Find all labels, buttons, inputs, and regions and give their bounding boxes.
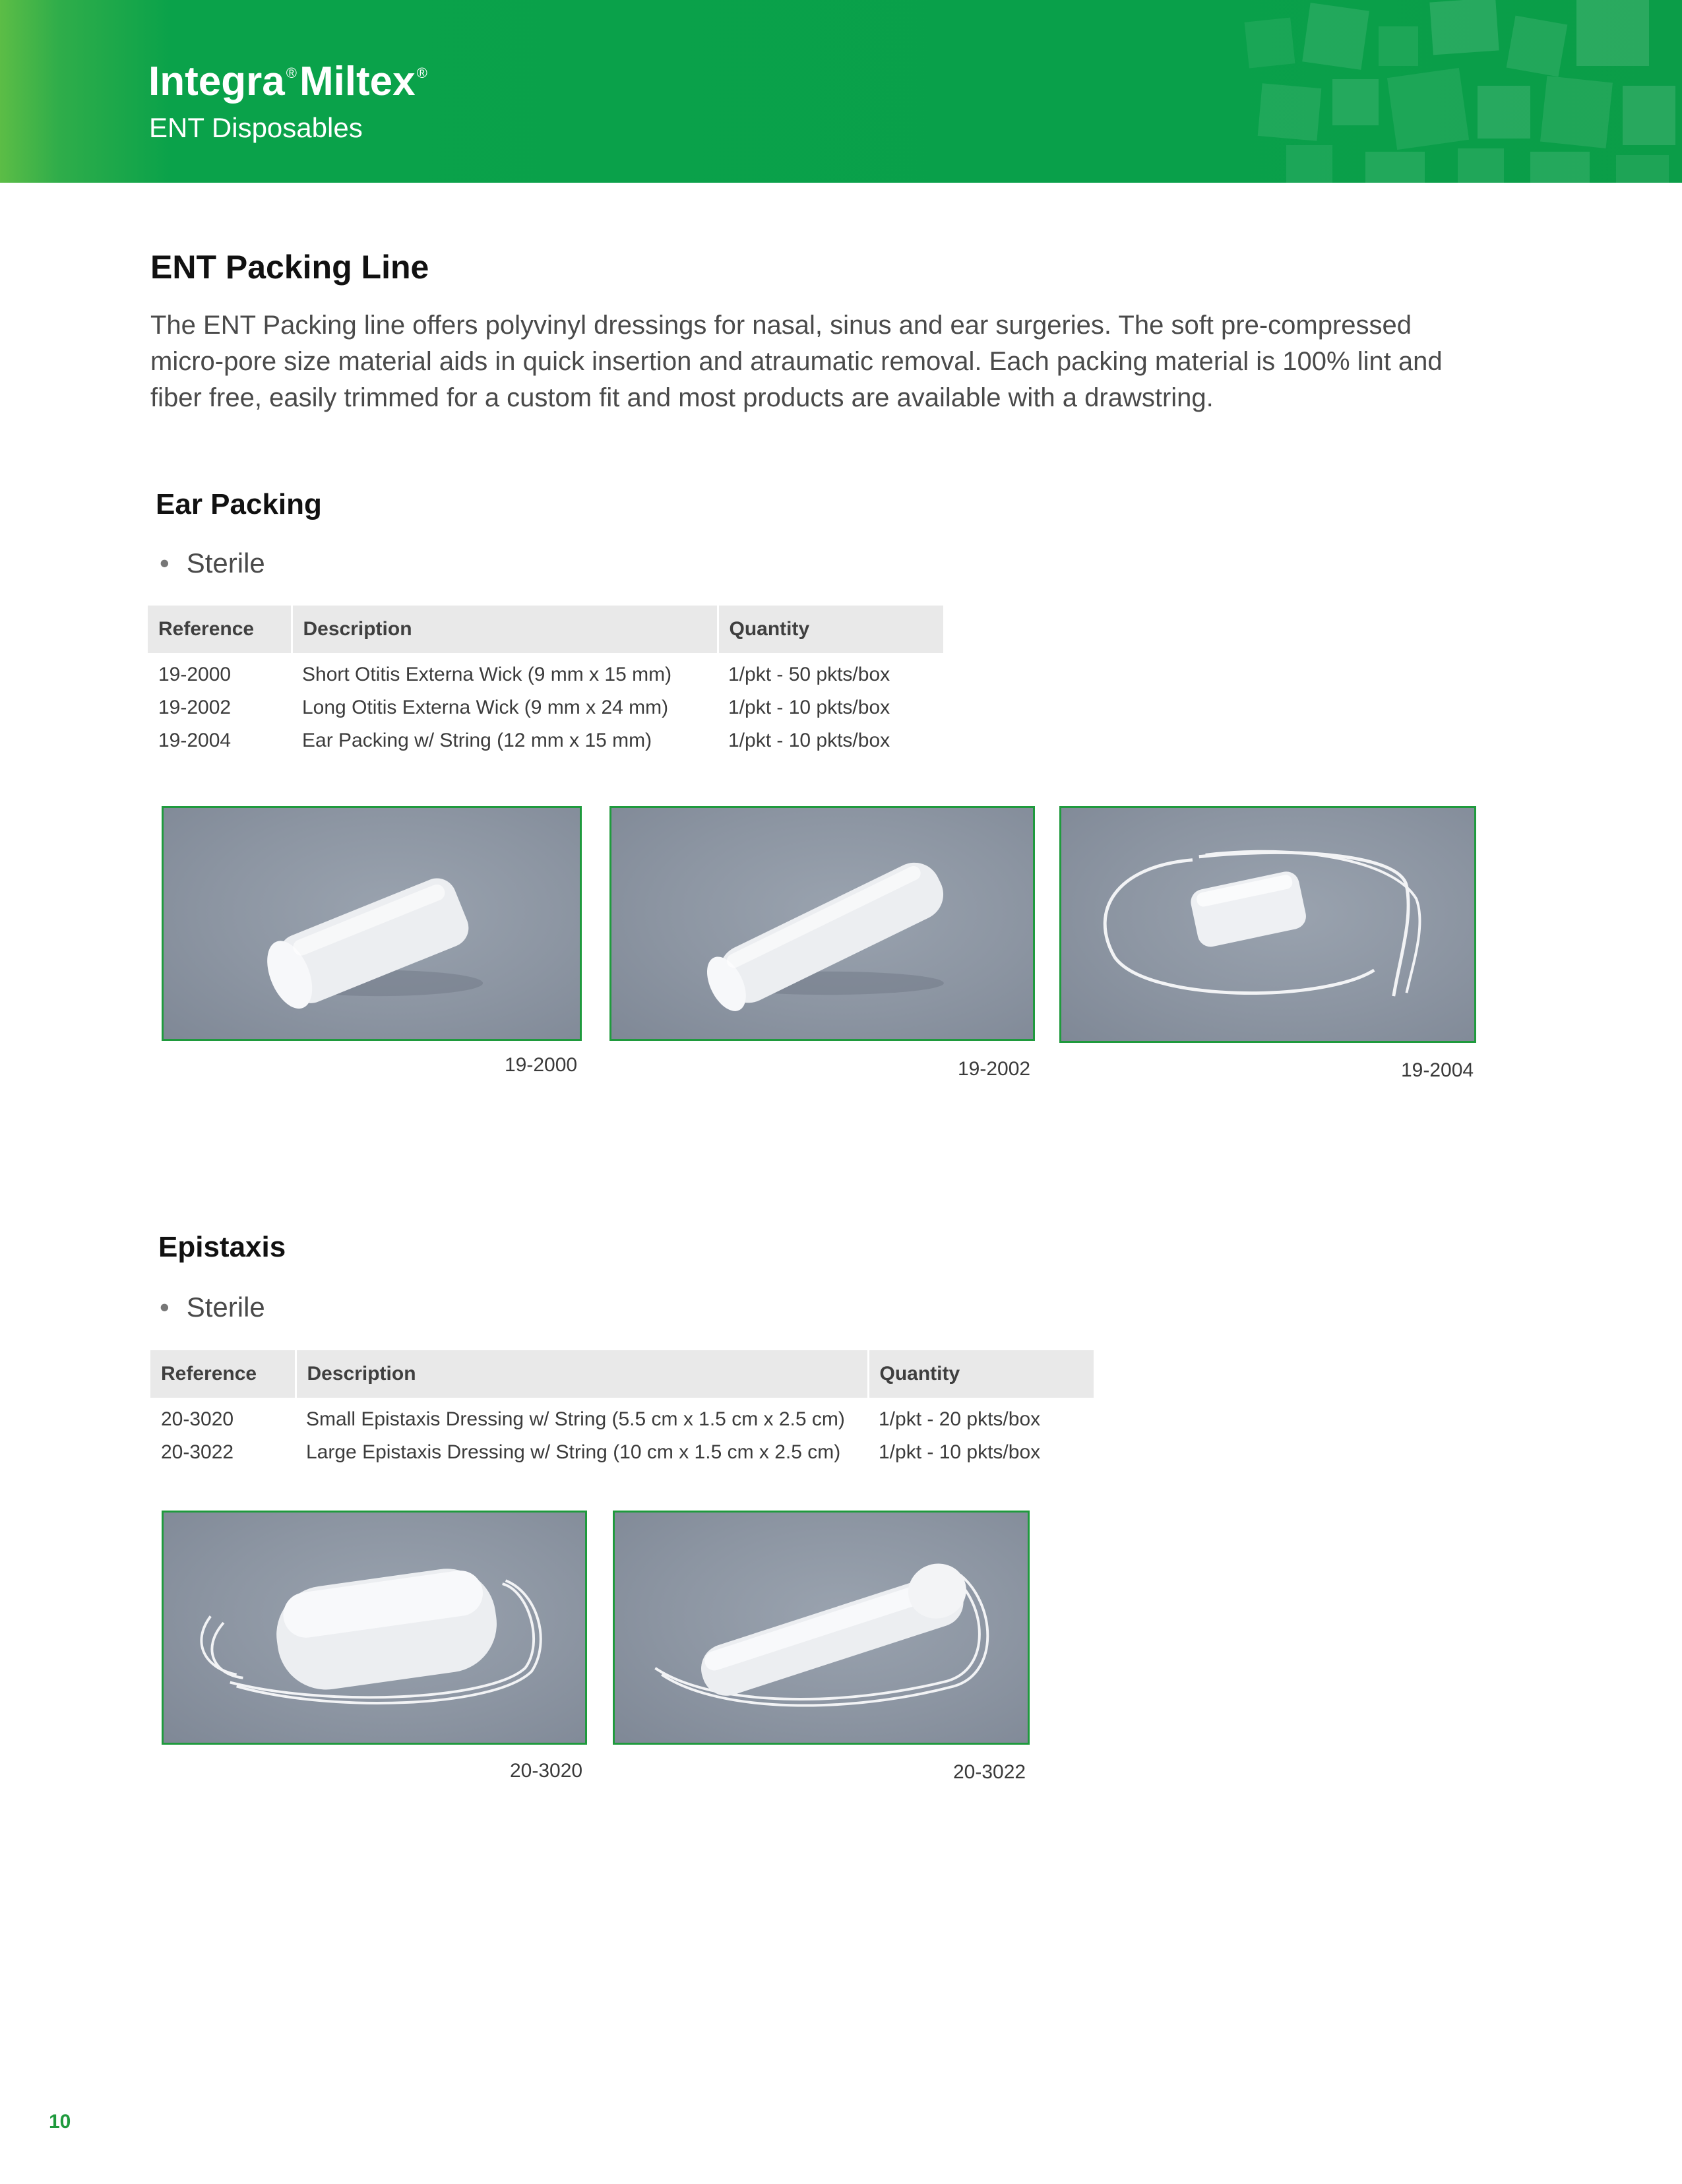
intro-paragraph: The ENT Packing line offers polyvinyl dressings for nasal, sinus and ear surgeries. The soft pre-compressed micro-pore size material aids in quick insertion and atraumatic removal. Each packing material is 100% lint and fiber free, easily trimmed for a custom fit and most products are available with a drawstring. (150, 311, 1443, 412)
column-header-description: Description (296, 1350, 868, 1398)
registered-mark: ® (416, 65, 427, 81)
page-title: ENT Packing Line (150, 249, 429, 286)
table-header-row (148, 606, 943, 653)
bullet-label: Sterile (186, 547, 265, 578)
column-header-reference: Reference (148, 606, 292, 653)
photo-caption: 19-2000 (505, 1054, 578, 1076)
product-photo-short-wick (162, 806, 582, 1041)
decorative-squares-pattern (1220, 0, 1682, 183)
long-wick-image (611, 808, 1033, 1039)
cell-reference: 19-2002 (158, 697, 232, 718)
epistaxis-table (150, 1350, 1094, 1469)
cell-quantity: 1/pkt - 50 pkts/box (728, 664, 890, 685)
table-row (148, 724, 943, 757)
bullet-item (160, 1292, 265, 1323)
cell-description: Ear Packing w/ String (12 mm x 15 mm) (302, 730, 652, 751)
small-epistaxis-image (164, 1513, 585, 1743)
cell-reference: 20-3022 (161, 1441, 234, 1463)
photo-caption: 20-3022 (953, 1761, 1026, 1783)
cell-description: Small Epistaxis Dressing w/ String (5.5 cm x 1.5 cm x 2.5 cm) (306, 1408, 845, 1430)
product-photo-large-epistaxis (613, 1511, 1030, 1745)
bullet-label: Sterile (186, 1292, 265, 1323)
brand-logo (148, 58, 430, 105)
cell-quantity: 1/pkt - 20 pkts/box (879, 1408, 1041, 1430)
table-header-row (150, 1350, 1094, 1398)
cell-reference: 19-2004 (158, 730, 232, 751)
section-title-epistaxis: Epistaxis (158, 1231, 286, 1263)
cell-quantity: 1/pkt - 10 pkts/box (728, 730, 890, 751)
cell-quantity: 1/pkt - 10 pkts/box (879, 1441, 1041, 1463)
product-photo-long-wick (609, 806, 1035, 1041)
cell-reference: 20-3020 (161, 1408, 234, 1430)
table-row (150, 1398, 1094, 1436)
column-header-quantity: Quantity (868, 1350, 1094, 1398)
photo-caption: 19-2004 (1401, 1059, 1474, 1081)
bullet-icon: • (160, 547, 170, 578)
header-banner (0, 0, 1682, 183)
cell-description: Large Epistaxis Dressing w/ String (10 cm x 1.5 cm x 2.5 cm) (306, 1441, 841, 1463)
table-row (148, 653, 943, 691)
brand-integra: Integra (148, 59, 285, 104)
bullet-icon: • (160, 1292, 170, 1323)
cell-description: Long Otitis Externa Wick (9 mm x 24 mm) (302, 697, 669, 718)
ear-packing-string-image (1061, 808, 1474, 1041)
bullet-item (160, 547, 265, 579)
photo-caption: 19-2002 (958, 1058, 1031, 1080)
section-title-ear-packing: Ear Packing (156, 488, 322, 520)
short-wick-image (164, 808, 580, 1039)
table-row (150, 1436, 1094, 1469)
product-photo-ear-packing-string (1059, 806, 1476, 1043)
header-subtitle: ENT Disposables (149, 112, 363, 143)
registered-mark: ® (286, 65, 297, 81)
brand-miltex: Miltex (299, 59, 416, 104)
cell-quantity: 1/pkt - 10 pkts/box (728, 697, 890, 718)
photo-caption: 20-3020 (510, 1760, 583, 1782)
column-header-reference: Reference (150, 1350, 296, 1398)
column-header-description: Description (292, 606, 718, 653)
page-number: 10 (49, 2111, 71, 2133)
column-header-quantity: Quantity (718, 606, 943, 653)
large-epistaxis-image (615, 1513, 1028, 1743)
cell-reference: 19-2000 (158, 664, 232, 685)
table-row (148, 691, 943, 724)
cell-description: Short Otitis Externa Wick (9 mm x 15 mm) (302, 664, 672, 685)
product-photo-small-epistaxis (162, 1511, 587, 1745)
ear-packing-table (148, 606, 943, 757)
